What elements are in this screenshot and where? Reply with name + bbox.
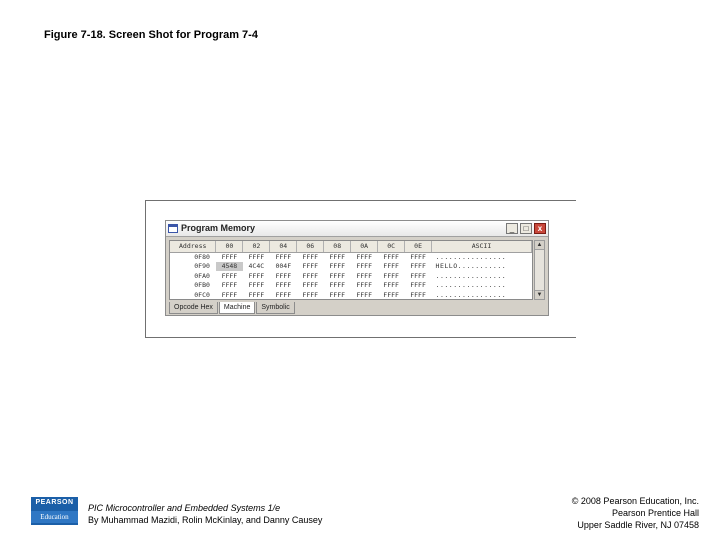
memory-cell[interactable]: FFFF	[383, 253, 399, 261]
copyright-block	[572, 495, 699, 531]
memory-cell[interactable]: FFFF	[383, 290, 399, 299]
screenshot-frame	[145, 200, 576, 338]
address-cell: 0FC0	[194, 290, 210, 299]
col-header-06[interactable]: 06	[297, 241, 324, 252]
tab-symbolic[interactable]: Symbolic	[256, 302, 294, 314]
memory-cell[interactable]: FFFF	[221, 253, 238, 261]
memory-cell[interactable]: FFFF	[329, 253, 346, 261]
memory-cell[interactable]: FFFF	[383, 262, 399, 271]
col-header-00[interactable]: 00	[216, 241, 243, 252]
memory-cell[interactable]: FFFF	[356, 290, 372, 299]
memory-cell[interactable]: FFFF	[329, 271, 346, 280]
address-cell: 0F80	[194, 253, 210, 261]
memory-cell[interactable]: FFFF	[356, 253, 372, 261]
memory-cell[interactable]: FFFF	[329, 290, 346, 299]
address-cell: 0FB0	[194, 281, 210, 290]
col-header-02[interactable]: 02	[243, 241, 270, 252]
memory-cell[interactable]: FFFF	[248, 290, 265, 299]
book-title: PIC Microcontroller and Embedded Systems 1/e	[88, 503, 281, 513]
col-header-ascii[interactable]: ASCII	[432, 241, 532, 252]
memory-cell[interactable]: FFFF	[383, 271, 399, 280]
col-header-0e[interactable]: 0E	[405, 241, 432, 252]
ascii-cell: HELLO...........	[435, 262, 507, 271]
memory-cell[interactable]: FFFF	[248, 253, 265, 261]
scroll-up-icon[interactable]: ▲	[536, 242, 543, 248]
memory-cell[interactable]: FFFF	[410, 290, 426, 299]
logo-bottom-text: Education	[31, 511, 78, 523]
tab-machine[interactable]: Machine	[219, 302, 255, 314]
table-row[interactable]	[170, 271, 532, 281]
table-row[interactable]	[170, 262, 532, 272]
vertical-scrollbar[interactable]	[534, 240, 545, 300]
scroll-down-icon[interactable]: ▼	[536, 292, 543, 298]
table-row[interactable]	[170, 281, 532, 291]
memory-cell[interactable]: FFFF	[356, 281, 372, 290]
col-header-0c[interactable]: 0C	[378, 241, 405, 252]
memory-cell[interactable]: FFFF	[410, 262, 426, 271]
memory-cell[interactable]: FFFF	[410, 253, 426, 261]
table-row[interactable]	[170, 252, 532, 262]
memory-cell[interactable]: FFFF	[329, 262, 346, 271]
memory-cell[interactable]: FFFF	[410, 271, 426, 280]
minimize-button[interactable]: _	[506, 223, 518, 234]
memory-cell[interactable]: FFFF	[275, 271, 292, 280]
memory-cell[interactable]: FFFF	[302, 290, 319, 299]
logo-top-text: PEARSON	[35, 499, 74, 506]
memory-cell[interactable]: FFFF	[383, 281, 399, 290]
address-cell: 0FA0	[194, 271, 210, 280]
col-header-08[interactable]: 08	[324, 241, 351, 252]
memory-cell[interactable]: FFFF	[248, 281, 265, 290]
memory-cell[interactable]: 4C4C	[248, 262, 265, 271]
memory-cell-selected[interactable]: 4548	[216, 262, 243, 272]
memory-cell[interactable]: FFFF	[221, 281, 238, 290]
ascii-cell: ................	[435, 290, 507, 299]
program-memory-window[interactable]	[165, 220, 549, 316]
memory-cell[interactable]: FFFF	[329, 281, 346, 290]
pearson-logo	[31, 497, 78, 525]
ascii-cell: ................	[435, 271, 507, 280]
memory-grid[interactable]	[169, 240, 533, 300]
memory-cell[interactable]: 004F	[275, 262, 292, 271]
memory-cell[interactable]: FFFF	[275, 253, 292, 261]
publisher-location: Upper Saddle River, NJ 07458	[577, 520, 699, 530]
memory-cell[interactable]: FFFF	[275, 290, 292, 299]
close-button[interactable]: x	[534, 223, 546, 234]
memory-cell[interactable]: FFFF	[302, 253, 319, 261]
memory-cell[interactable]: FFFF	[410, 281, 426, 290]
memory-cell[interactable]: FFFF	[221, 290, 238, 299]
table-row[interactable]	[170, 290, 532, 300]
col-header-0a[interactable]: 0A	[351, 241, 378, 252]
window-icon	[168, 224, 178, 233]
header-row	[170, 241, 532, 252]
memory-cell[interactable]: FFFF	[302, 271, 319, 280]
publisher: Pearson Prentice Hall	[611, 508, 699, 518]
memory-table	[170, 241, 532, 300]
memory-cell[interactable]: FFFF	[302, 281, 319, 290]
window-title: Program Memory	[181, 223, 256, 233]
figure-title: Figure 7-18. Screen Shot for Program 7-4	[44, 29, 258, 41]
tab-opcode-hex[interactable]: Opcode Hex	[169, 302, 218, 314]
memory-cell[interactable]: FFFF	[275, 281, 292, 290]
col-header-address[interactable]: Address	[170, 241, 216, 252]
memory-cell[interactable]: FFFF	[248, 271, 265, 280]
view-tabs	[169, 302, 296, 314]
memory-cell[interactable]: FFFF	[356, 262, 372, 271]
memory-cell[interactable]: FFFF	[356, 271, 372, 280]
book-credit	[88, 502, 322, 526]
ascii-cell: ................	[435, 281, 507, 290]
copyright: © 2008 Pearson Education, Inc.	[571, 496, 699, 506]
ascii-cell: ................	[435, 253, 507, 261]
book-authors: By Muhammad Mazidi, Rolin McKinlay, and Danny Causey	[88, 515, 323, 525]
address-cell: 0F90	[194, 262, 210, 271]
memory-cell[interactable]: FFFF	[302, 262, 319, 271]
col-header-04[interactable]: 04	[270, 241, 297, 252]
maximize-button[interactable]: □	[520, 223, 532, 234]
title-bar[interactable]	[166, 221, 548, 237]
memory-cell[interactable]: FFFF	[221, 271, 238, 280]
